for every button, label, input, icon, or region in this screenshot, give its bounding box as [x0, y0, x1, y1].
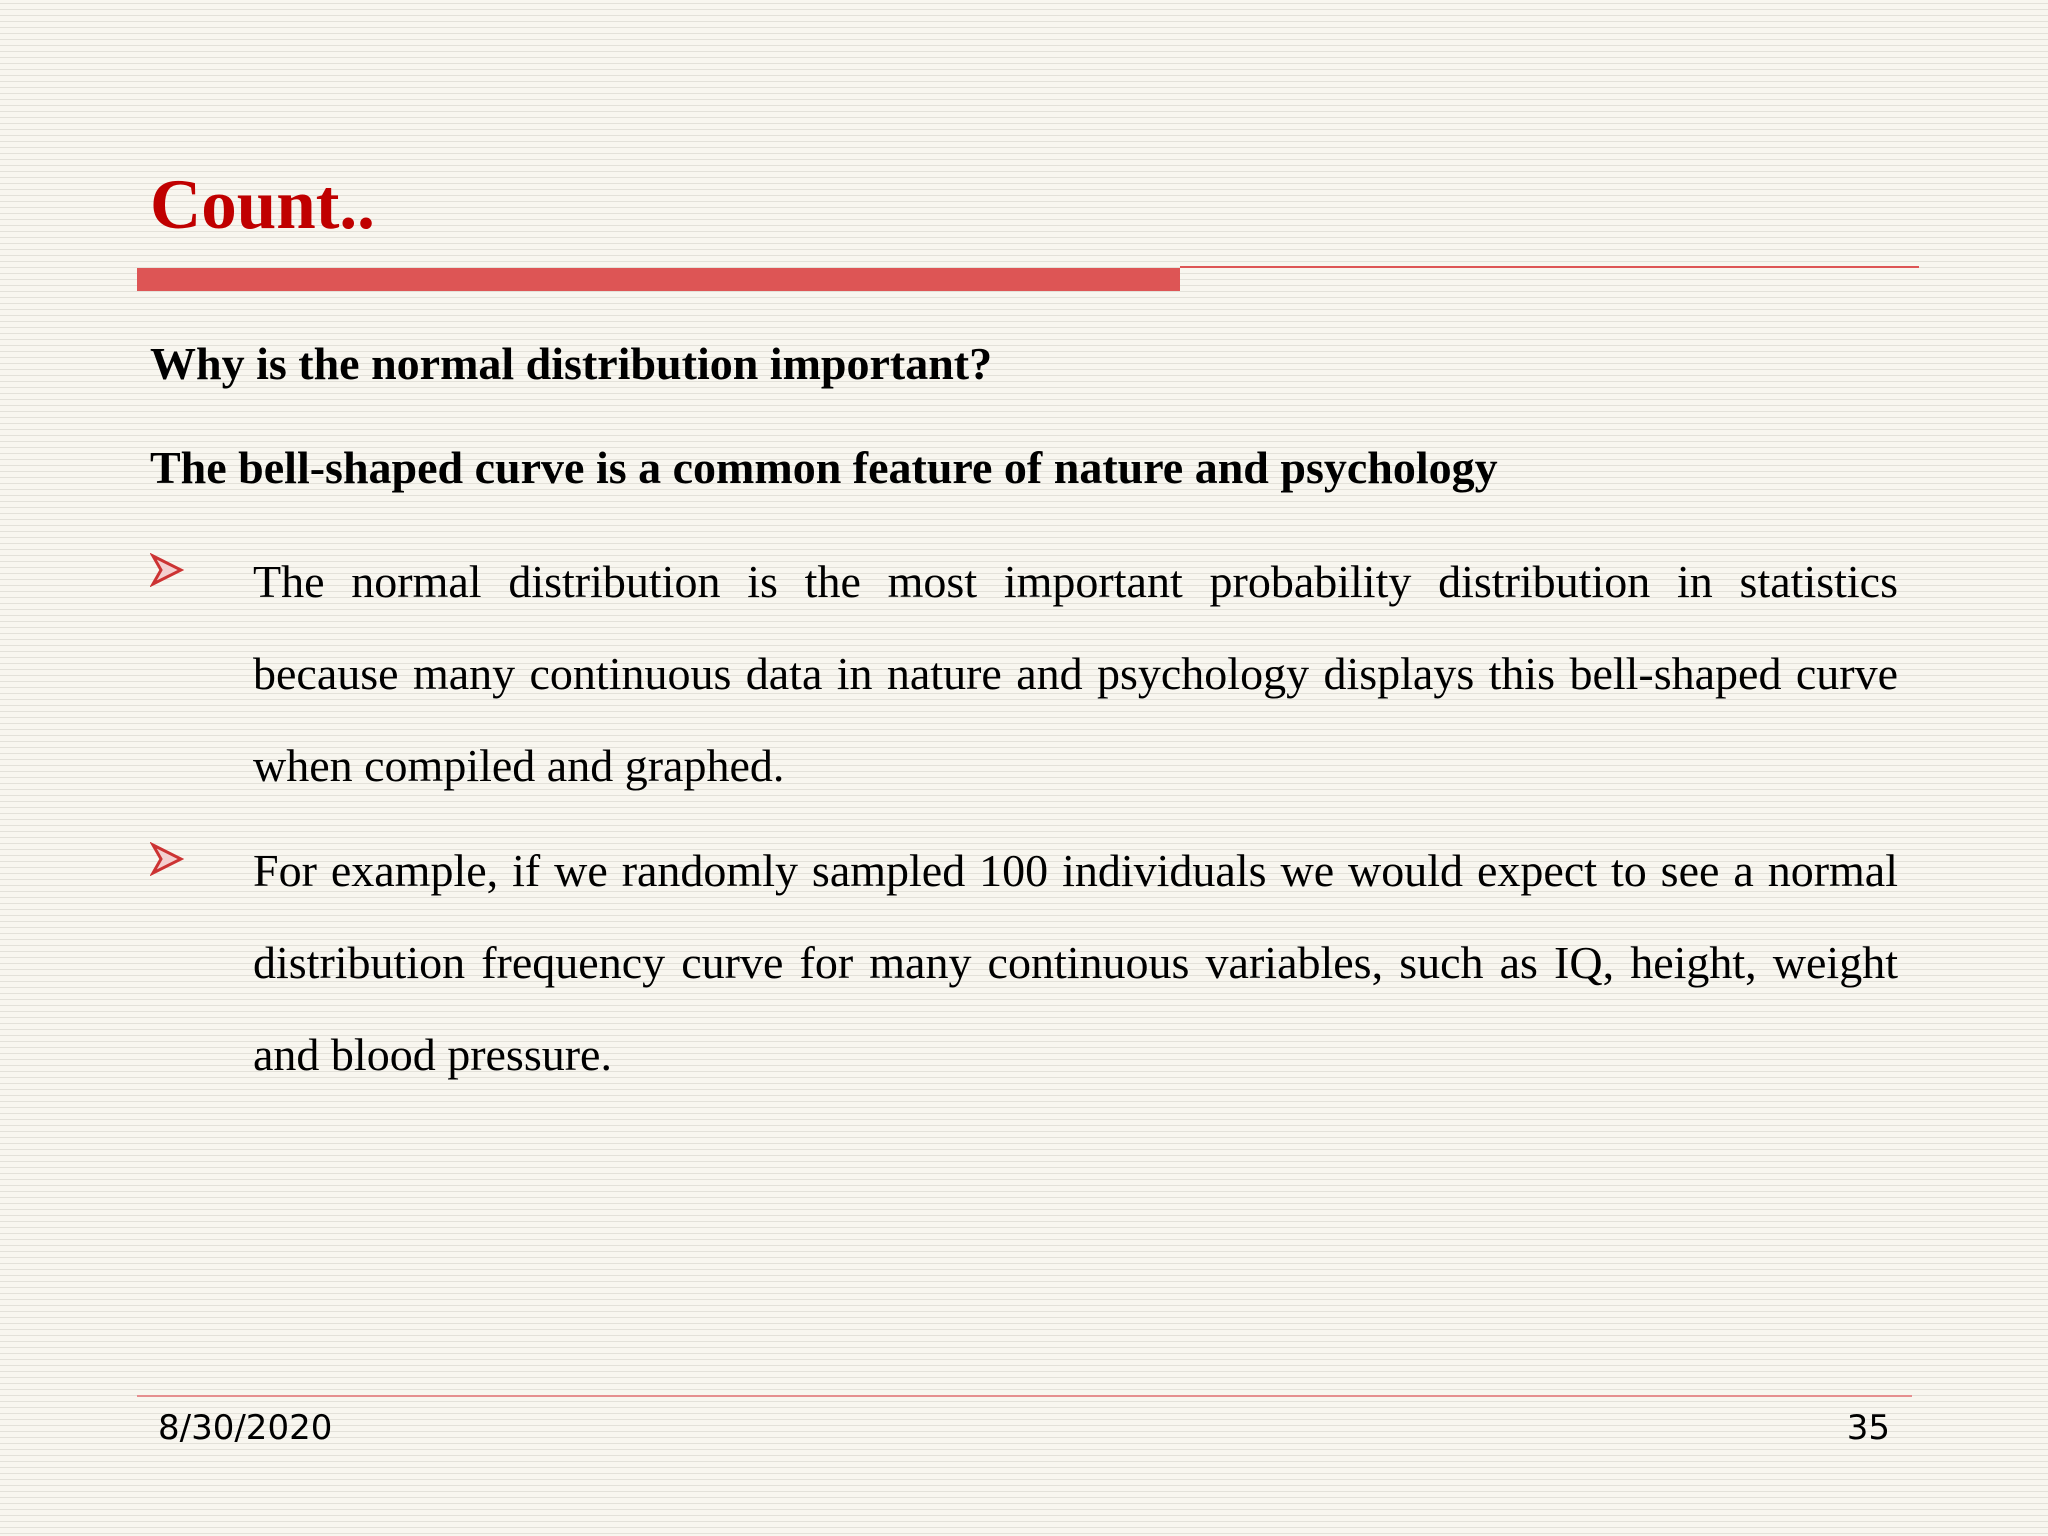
slide-title: Count.. [150, 166, 375, 244]
bullet-item [150, 825, 1898, 1101]
bullet-text: The normal distribution is the most important probability distribution in statistics because many continuous data in nature and psychology displays this bell-shaped curve when compiled and graphed. [253, 556, 1898, 791]
slide-number: 35 [1846, 1408, 1890, 1448]
bullet-item [150, 536, 1898, 812]
heading-statement: The bell-shaped curve is a common feature of nature and psychology [150, 442, 1498, 493]
bullet-list [150, 536, 1898, 1114]
arrowhead-bullet-icon [150, 553, 184, 587]
footer-divider [137, 1395, 1912, 1397]
heading-question: Why is the normal distribution important? [150, 338, 993, 389]
bullet-text: For example, if we randomly sampled 100 individuals we would expect to see a normal distribution frequency curve for many continuous variables, such as IQ, height, weight and blood pressure. [253, 845, 1898, 1080]
footer-date: 8/30/2020 [158, 1408, 333, 1448]
title-underline-thick [137, 268, 1180, 291]
arrowhead-bullet-icon [150, 842, 184, 876]
title-underline-thin [1180, 266, 1919, 268]
